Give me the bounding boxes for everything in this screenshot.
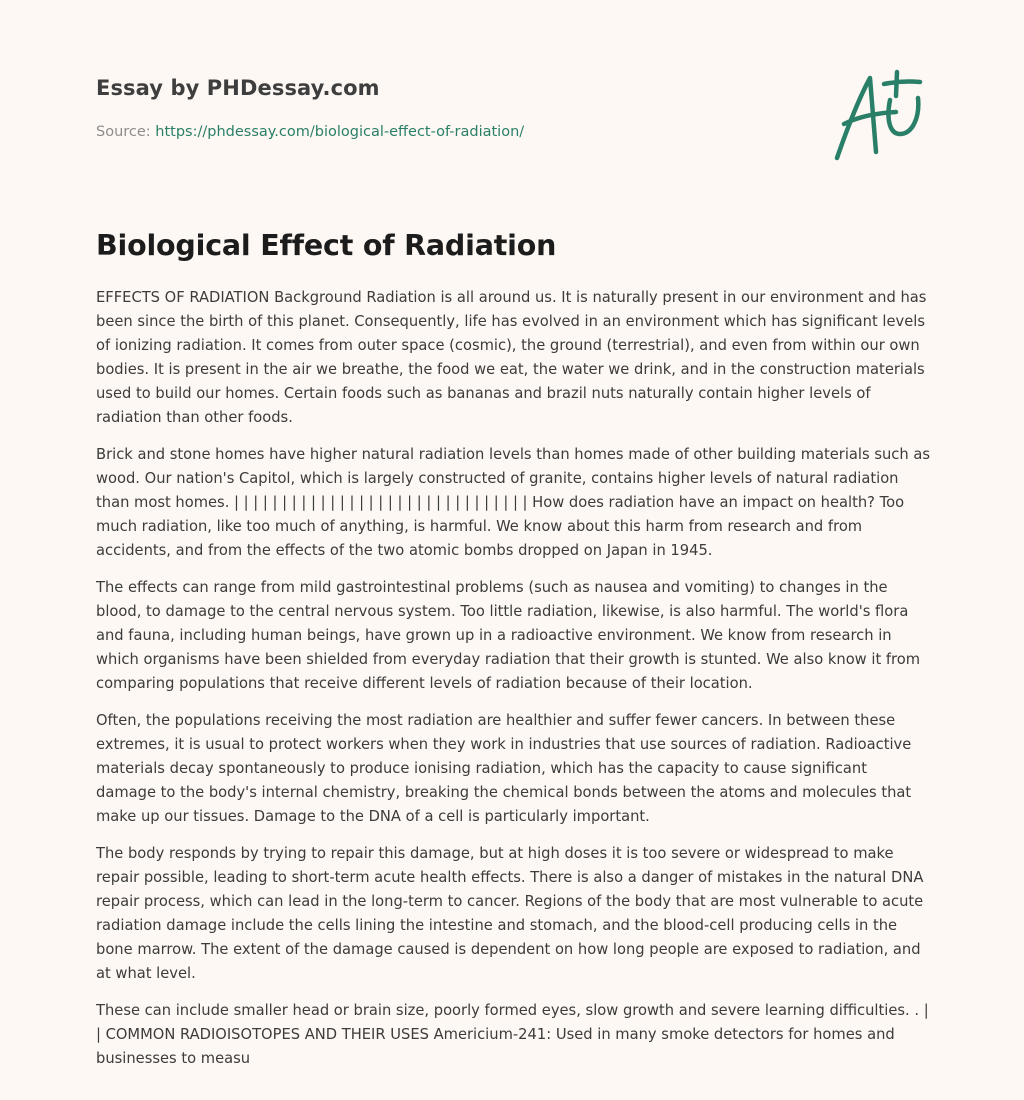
essay-paragraph: Often, the populations receiving the most radiation are healthier and suffer fewer cancers. In between these extremes, it is usual to protect workers when they work in industries that use sources of radiation. Radioactive materials decay spontaneously to produce ionising radiation, which has the capacity to cause significant damage to the body's internal chemistry, breaking the chemical bonds between the atoms and molecules that make up our tissues. Damage to the DNA of a cell is particularly important. bbox=[96, 712, 912, 825]
essay-body bbox=[96, 286, 930, 1071]
essay-paragraph: The effects can range from mild gastrointestinal problems (such as nausea and vomiting) to changes in the blood, to damage to the central nervous system. Too little radiation, likewise, is also harmful. The world's flora and fauna, including human beings, have grown up in a radioactive environment. We know from research in which organisms have been shielded from everyday radiation that their growth is stunted. We also know it from comparing populations that receive different levels of radiation because of their location. bbox=[96, 579, 921, 692]
source-link[interactable]: https://phdessay.com/biological-effect-of-radiation/ bbox=[155, 124, 525, 140]
essay-title: Biological Effect of Radiation bbox=[96, 229, 557, 262]
page-header bbox=[96, 0, 930, 196]
site-title: Essay by PHDessay.com bbox=[96, 76, 380, 100]
essay-paragraph: Brick and stone homes have higher natural radiation levels than homes made of other building materials such as wood. Our nation's Capitol, which is largely constructed of granite, contains higher levels of natural radiation than most homes. | | | | | | | | | | | | | | | | | | | | | | | | | | | | | | | How does radiation have an impact on health? Too much radiation, like too much of anything, is harmful. We know about this harm from research and from accidents, and from the effects of the two atomic bombs dropped on Japan in 1945. bbox=[96, 446, 930, 559]
source-line bbox=[96, 124, 524, 140]
source-label: Source: bbox=[96, 124, 156, 140]
essay-paragraph: The body responds by trying to repair this damage, but at high doses it is too severe or widespread to make repair possible, leading to short-term acute health effects. There is also a danger of mistakes in the natural DNA repair process, which can lead in the long-term to cancer. Regions of the body that are most vulnerable to acute radiation damage include the cells lining the intestine and stomach, and the blood-cell producing cells in the bone marrow. The extent of the damage caused is dependent on how long people are exposed to radiation, and at what level. bbox=[96, 845, 924, 982]
essay-paragraph: These can include smaller head or brain size, poorly formed eyes, slow growth and severe learning difficulties. . | | COMMON RADIOISOTOPES AND THEIR USES Americium-241: Used in many smoke detectors for homes and businesses to measu bbox=[96, 1002, 929, 1067]
a-plus-logo-icon bbox=[830, 66, 932, 166]
essay-paragraph: EFFECTS OF RADIATION Background Radiation is all around us. It is naturally present in our environment and has been since the birth of this planet. Consequently, life has evolved in an environment which has significant levels of ionizing radiation. It comes from outer space (cosmic), the ground (terrestrial), and even from within our own bodies. It is present in the air we breathe, the food we eat, the water we drink, and in the construction materials used to build our homes. Certain foods such as bananas and brazil nuts naturally contain higher levels of radiation than other foods. bbox=[96, 289, 927, 426]
